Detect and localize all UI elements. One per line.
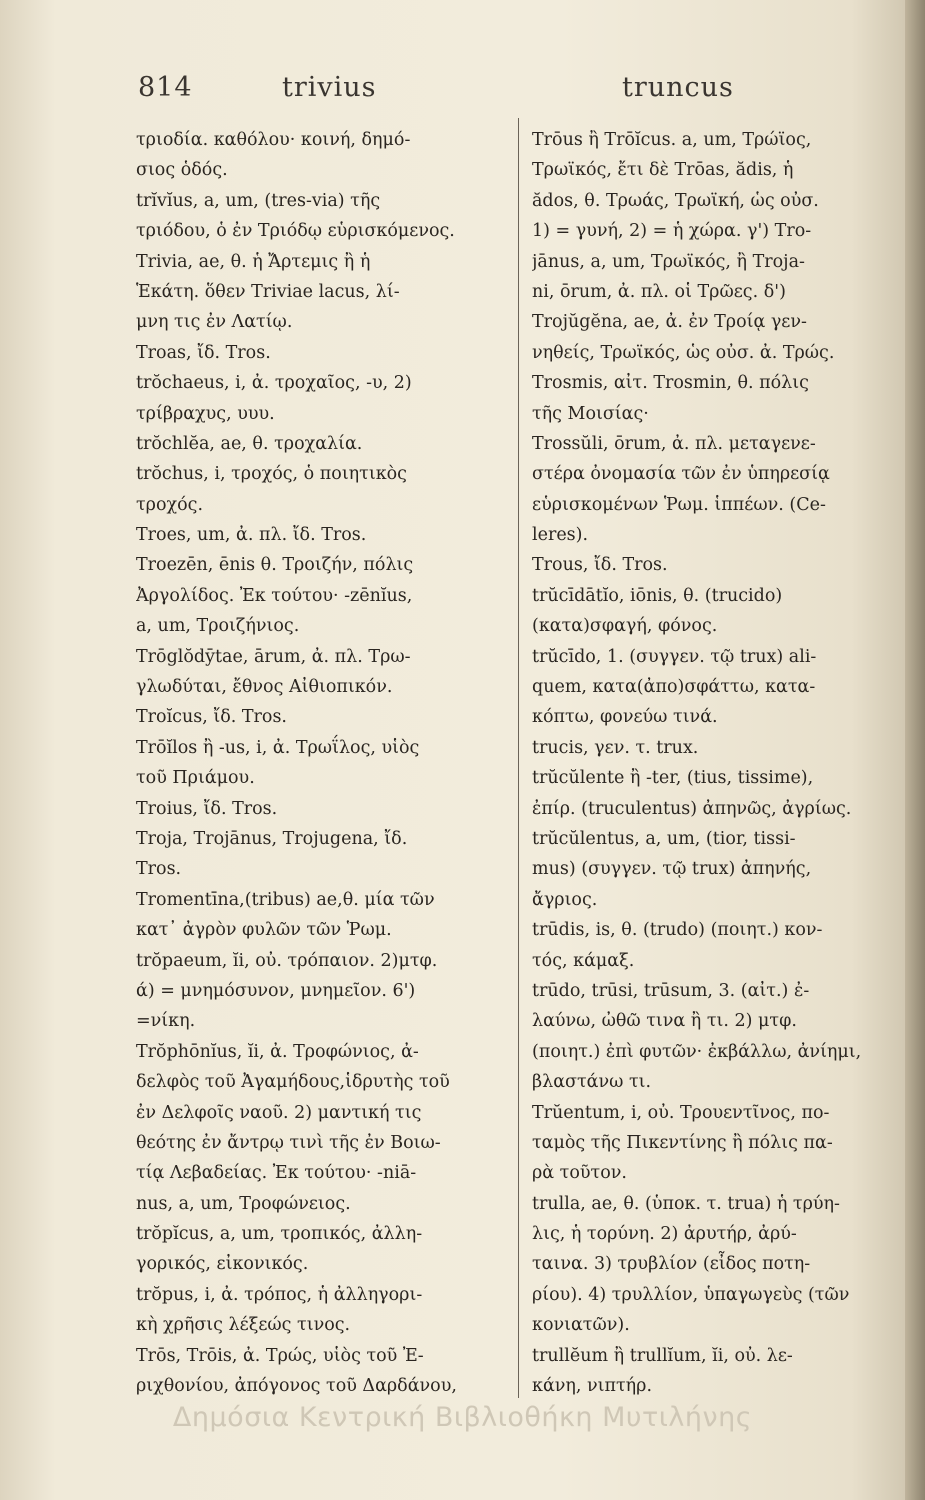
- dictionary-line: (ποιητ.) ἐπὶ φυτῶν· ἐκβάλλω, ἀνίημι,: [532, 1041, 862, 1062]
- dictionary-line: trŏpaeum, ĭi, οὐ. τρόπαιον. 2)μτφ.: [136, 950, 438, 971]
- dictionary-line: Troĭcus, ἴδ. Tros.: [136, 707, 287, 728]
- dictionary-line: τροχός.: [136, 494, 204, 515]
- dictionary-line: Trōglŏdȳtae, ārum, ἀ. πλ. Τρω-: [136, 646, 411, 667]
- dictionary-line: trŭcīdo, 1. (συγγεν. τῷ trux) ali-: [532, 646, 817, 667]
- dictionary-line: leres).: [532, 525, 589, 546]
- dictionary-line: (κατα)σφαγή, φόνος.: [532, 616, 718, 637]
- dictionary-line: ădos, θ. Τρωάς, Τρωϊκή, ὡς οὐσ.: [532, 190, 819, 211]
- dictionary-line: εὑρισκομένων Ῥωμ. ἱππέων. (Ce-: [532, 494, 826, 515]
- dictionary-line: ά) = μνημόσυνον, μνημεῖον. 6'): [136, 980, 416, 1001]
- dictionary-line: a, um, Τροιζήνιος.: [136, 616, 300, 637]
- dictionary-line: Trōus ἢ Trōĭcus. a, um, Τρώϊος,: [532, 130, 812, 150]
- right-guide-word: truncus: [622, 72, 734, 103]
- dictionary-line: ἐν Δελφοῖς ναοῦ. 2) μαντική τις: [136, 1102, 422, 1123]
- dictionary-line: δελφὸς τοῦ Ἀγαμήδους,ἱδρυτὴς τοῦ: [136, 1072, 450, 1093]
- page-edge: [905, 0, 925, 1500]
- dictionary-line: trĭvĭus, a, um, (tres-via) τῆς: [136, 190, 381, 211]
- dictionary-line: τριοδία. καθόλου· κοινή, δημό-: [136, 130, 411, 150]
- dictionary-line: =νίκη.: [136, 1011, 196, 1032]
- dictionary-line: βλαστάνω τι.: [532, 1072, 652, 1093]
- page-number: 814: [138, 72, 193, 103]
- dictionary-line: μνη τις ἐν Λατίῳ.: [136, 312, 293, 333]
- dictionary-line: Trous, ἴδ. Tros.: [532, 555, 668, 576]
- dictionary-line: jānus, a, um, Τρωϊκός, ἢ Troja-: [532, 251, 805, 272]
- dictionary-line: τοῦ Πριάμου.: [136, 768, 255, 789]
- dictionary-line: Troas, ἴδ. Tros.: [136, 342, 271, 363]
- dictionary-line: νηθείς, Τρωϊκός, ὡς οὐσ. ἀ. Τρώς.: [532, 342, 835, 363]
- page-header: [0, 62, 925, 112]
- dictionary-line: Trŭentum, i, οὐ. Τρουεντῖνος, πο-: [532, 1102, 830, 1123]
- left-guide-word: trivius: [282, 72, 377, 103]
- dictionary-line: γορικός, εἰκονικός.: [136, 1254, 309, 1275]
- dictionary-line: Trivia, ae, θ. ἡ Ἄρτεμις ἢ ἡ: [136, 251, 371, 272]
- dictionary-line: Troja, Trojānus, Trojugena, ἴδ.: [136, 828, 408, 849]
- dictionary-line: trŏchus, i, τροχός, ὁ ποιητικὸς: [136, 464, 407, 485]
- dictionary-line: trŭcīdātĭo, iōnis, θ. (trucido): [532, 585, 783, 606]
- dictionary-line: mus) (συγγεν. τῷ trux) ἀπηνής,: [532, 859, 812, 880]
- dictionary-line: trūdis, is, θ. (trudo) (ποιητ.) κον-: [532, 920, 823, 941]
- dictionary-line: Trōs, Trōis, ἀ. Τρώς, υἱὸς τοῦ Ἐ-: [136, 1345, 424, 1366]
- dictionary-line: Trōĭlos ἢ -us, i, ἀ. Τρωΐλος, υἱὸς: [136, 737, 420, 758]
- dictionary-line: trulla, ae, θ. (ὑποκ. τ. trua) ἡ τρύη-: [532, 1193, 840, 1214]
- dictionary-line: τῆς Μοισίας·: [532, 403, 649, 424]
- dictionary-line: Troezēn, ēnis θ. Τροιζήν, πόλις: [136, 555, 414, 576]
- dictionary-line: λις, ἡ τορύνη. 2) ἀρυτήρ, ἀρύ-: [532, 1224, 797, 1245]
- library-watermark: Δημόσια Κεντρική Βιβλιοθήκη Μυτιλήνης: [172, 1402, 753, 1433]
- column-divider: [518, 118, 519, 1398]
- dictionary-line: τρίβραχυς, υυυ.: [136, 403, 275, 424]
- dictionary-line: σιος ὁδός.: [136, 160, 228, 181]
- dictionary-line: Ἀργολίδος. Ἐκ τούτου· -zēnĭus,: [136, 585, 413, 606]
- dictionary-line: nus, a, um, Τροφώνειος.: [136, 1193, 351, 1214]
- right-column: [532, 125, 904, 1395]
- dictionary-line: trŏchaeus, i, ἀ. τροχαῖος, -υ, 2): [136, 373, 412, 394]
- dictionary-line: θεότης ἐν ἄντρῳ τινὶ τῆς ἐν Βοιω-: [136, 1132, 441, 1153]
- dictionary-line: Trŏphōnĭus, ĭi, ἀ. Τροφώνιος, ἀ-: [136, 1041, 419, 1062]
- dictionary-line: Ἑκάτη. ὅθεν Triviae lacus, λί-: [136, 281, 400, 302]
- dictionary-line: ταμὸς τῆς Πικεντίνης ἢ πόλις πα-: [532, 1132, 833, 1153]
- dictionary-line: trullĕum ἢ trullĭum, ĭi, οὐ. λε-: [532, 1345, 793, 1366]
- dictionary-line: κόπτω, φονεύω τινά.: [532, 707, 718, 728]
- dictionary-line: κάνη, νιπτήρ.: [532, 1376, 653, 1395]
- dictionary-line: Troes, um, ἀ. πλ. ἴδ. Tros.: [136, 525, 367, 546]
- dictionary-line: στέρα ὀνομασία τῶν ἐν ὑπηρεσίᾳ: [532, 464, 830, 485]
- left-column: [136, 125, 506, 1395]
- dictionary-line: trŏchlĕa, ae, θ. τροχαλία.: [136, 433, 363, 454]
- dictionary-line: Tromentīna,(tribus) ae,θ. μία τῶν: [136, 889, 435, 910]
- dictionary-line: 1) = γυνή, 2) = ἡ χώρα. γ') Tro-: [532, 221, 812, 242]
- dictionary-line: Troius, ἴδ. Tros.: [136, 798, 278, 819]
- dictionary-line: ρίου). 4) τρυλλίον, ὑπαγωγεὺς (τῶν: [532, 1284, 850, 1305]
- dictionary-line: Τρωϊκός, ἔτι δὲ Trōas, ădis, ἡ: [532, 160, 794, 181]
- dictionary-line: Trossŭli, ōrum, ἀ. πλ. μεταγενε-: [532, 433, 816, 454]
- dictionary-line: trucis, γεν. τ. trux.: [532, 737, 699, 758]
- dictionary-line: trŭcŭlente ἢ -ter, (tius, tissime),: [532, 768, 814, 789]
- dictionary-line: ἐπίρ. (truculentus) ἀπηνῶς, ἀγρίως.: [532, 798, 852, 819]
- dictionary-line: κὴ χρῆσις λέξεώς τινος.: [136, 1315, 351, 1336]
- dictionary-line: ni, ōrum, ἀ. πλ. οἱ Τρῶες. δ'): [532, 281, 786, 302]
- dictionary-line: γλωδύται, ἔθνος Αἰθιοπικόν.: [136, 677, 393, 698]
- dictionary-line: trŏpus, i, ἀ. τρόπος, ἡ ἀλληγορι-: [136, 1284, 423, 1305]
- dictionary-line: ταινα. 3) τρυβλίον (εἶδος ποτη-: [532, 1254, 811, 1275]
- dictionary-line: τός, κάμαξ.: [532, 950, 635, 971]
- dictionary-line: τριόδου, ὁ ἐν Τριόδῳ εὑρισκόμενος.: [136, 221, 455, 242]
- dictionary-line: τίᾳ Λεβαδείας. Ἐκ τούτου· -niā-: [136, 1163, 417, 1184]
- dictionary-line: ριχθονίου, ἀπόγονος τοῦ Δαρδάνου,: [136, 1376, 457, 1395]
- dictionary-line: Trosmis, αἰτ. Trosmin, θ. πόλις: [532, 373, 809, 394]
- dictionary-line: ρὰ τοῦτον.: [532, 1163, 627, 1184]
- dictionary-line: κατ᾽ ἀγρὸν φυλῶν τῶν Ῥωμ.: [136, 920, 392, 941]
- dictionary-line: trŭcŭlentus, a, um, (tior, tissi-: [532, 828, 796, 849]
- dictionary-line: trŏpĭcus, a, um, τροπικός, ἀλλη-: [136, 1224, 423, 1245]
- dictionary-line: ἄγριος.: [532, 889, 598, 910]
- dictionary-line: Tros.: [136, 859, 182, 880]
- dictionary-line: Trojŭgĕna, ae, ἀ. ἐν Τροίᾳ γεν-: [532, 312, 807, 333]
- dictionary-line: trūdo, trūsi, trūsum, 3. (αἰτ.) ἐ-: [532, 980, 810, 1001]
- dictionary-line: λαύνω, ὠθῶ τινα ἢ τι. 2) μτφ.: [532, 1011, 797, 1032]
- dictionary-line: κονιατῶν).: [532, 1315, 630, 1336]
- dictionary-line: quem, κατα(ἀπο)σφάττω, κατα-: [532, 677, 816, 698]
